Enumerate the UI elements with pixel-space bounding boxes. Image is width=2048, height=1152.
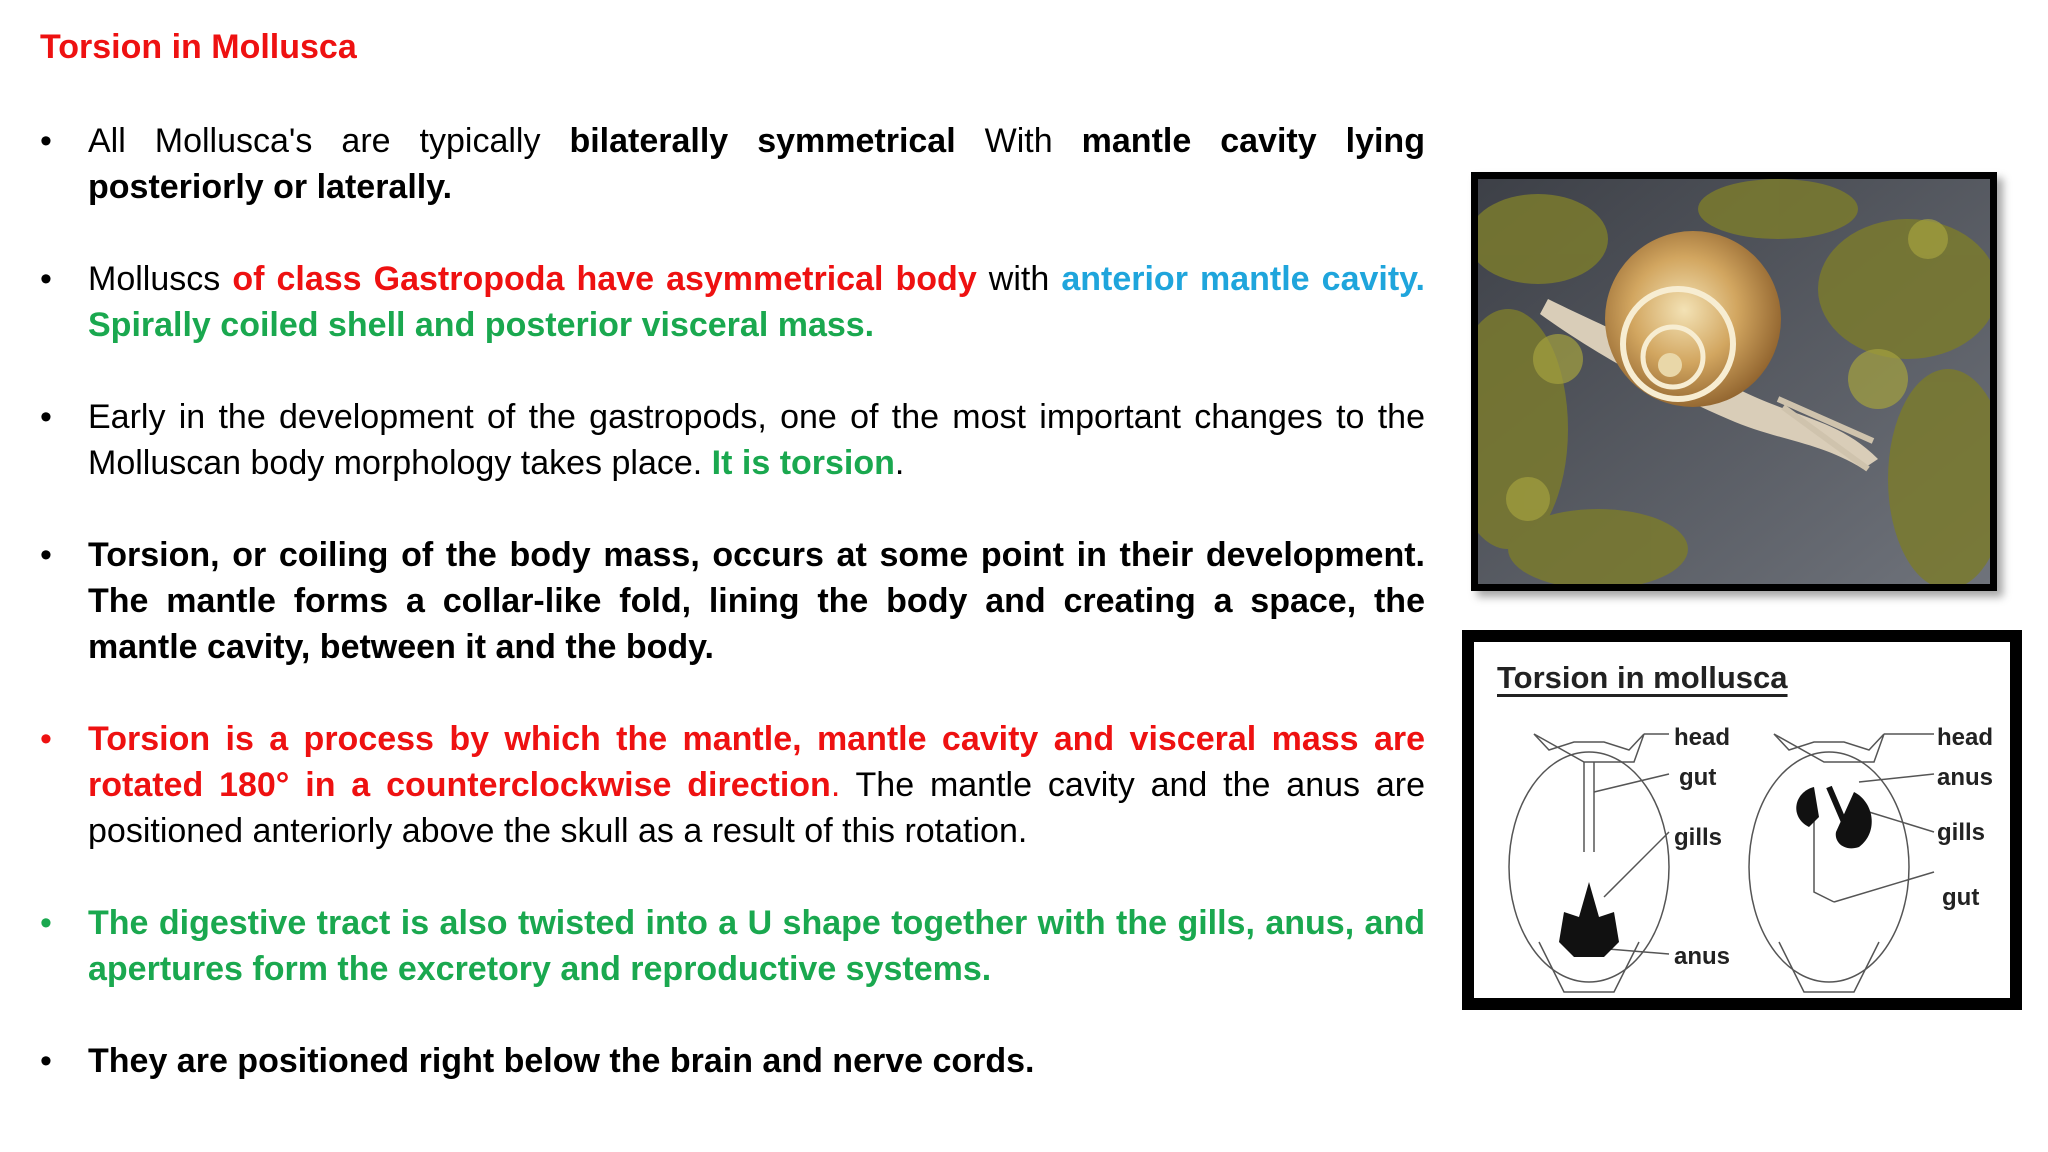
left-head-label: head: [1674, 724, 1731, 751]
right-anus-label: anus: [1937, 764, 1994, 791]
bullet-text-run: Spirally coiled shell and posterior visceral mass.: [88, 306, 875, 344]
bullet-text-run: Molluscs: [88, 260, 233, 298]
bullet-list: [40, 118, 1425, 1130]
bullet-item: [40, 394, 1425, 486]
bullet-text-run: Torsion is a process by which the mantle, mantle cavity and visceral mass are rotated 180° in a counterclockwise direction: [88, 720, 1425, 804]
bullet-text-run: mantle cavity lying posteriorly or laterally.: [88, 122, 1425, 206]
bullet-item: [40, 716, 1425, 854]
right-gut-label: gut: [1942, 884, 1980, 911]
bullet-item: [40, 900, 1425, 992]
bullet-dot: •: [40, 720, 52, 758]
bullet-text-run: with: [976, 260, 1062, 298]
bullet-text-run: With: [955, 122, 1082, 160]
bullet-item: [40, 118, 1425, 210]
bullet-text-run: It is torsion: [711, 444, 895, 482]
bullet-dot: •: [40, 1042, 52, 1080]
bullet-text-run: All Mollusca's are typically: [88, 122, 570, 160]
bullet-dot: •: [40, 536, 52, 574]
right-gills-label: gills: [1937, 819, 1986, 846]
left-anus-label: anus: [1674, 943, 1731, 970]
bullet-dot: •: [40, 904, 52, 942]
left-gut-label: gut: [1679, 764, 1717, 791]
bullet-text-run: Early in the development of the gastropods, one of the most important changes to the Molluscan body morphology takes place.: [88, 398, 1425, 482]
bullet-text-run: The mantle cavity and the anus are positioned anteriorly above the skull as a result of this rotation.: [88, 766, 1426, 850]
bullet-dot: •: [40, 260, 52, 298]
bullet-text-run: .: [894, 444, 905, 482]
bullet-dot: •: [40, 122, 52, 160]
slide-title: Torsion in Mollusca: [40, 28, 357, 66]
bullet-text-run: anterior mantle cavity.: [1061, 260, 1425, 298]
bullet-text-run: Torsion, or coiling of the body mass, occurs at some point in their development. The mantle forms a collar-like fold, lining the body and creating a space, the mantle cavity, between it and the body.: [88, 536, 1425, 666]
bullet-text-run: bilaterally symmetrical: [569, 122, 956, 160]
bullet-item: [40, 532, 1425, 670]
snail-illustration: [1478, 179, 1990, 584]
diagram-title: Torsion in mollusca: [1497, 660, 1788, 695]
bullet-text-run: They are positioned right below the brain and nerve cords.: [88, 1042, 1035, 1080]
bullet-text-run: The digestive tract is also twisted into a U shape together with the gills, anus, and apertures form the excretory and reproductive systems.: [88, 904, 1425, 988]
bullet-text-run: .: [830, 766, 841, 804]
right-head-label: head: [1937, 724, 1994, 751]
torsion-diagram: [1462, 630, 2022, 1010]
torsion-schematic: [1474, 642, 2010, 998]
bullet-text-run: of class Gastropoda have asymmetrical body: [232, 260, 977, 298]
bullet-item: [40, 256, 1425, 348]
snail-photo: [1471, 172, 1997, 591]
left-gills-label: gills: [1674, 824, 1723, 851]
bullet-item: [40, 1038, 1425, 1084]
bullet-dot: •: [40, 398, 52, 436]
